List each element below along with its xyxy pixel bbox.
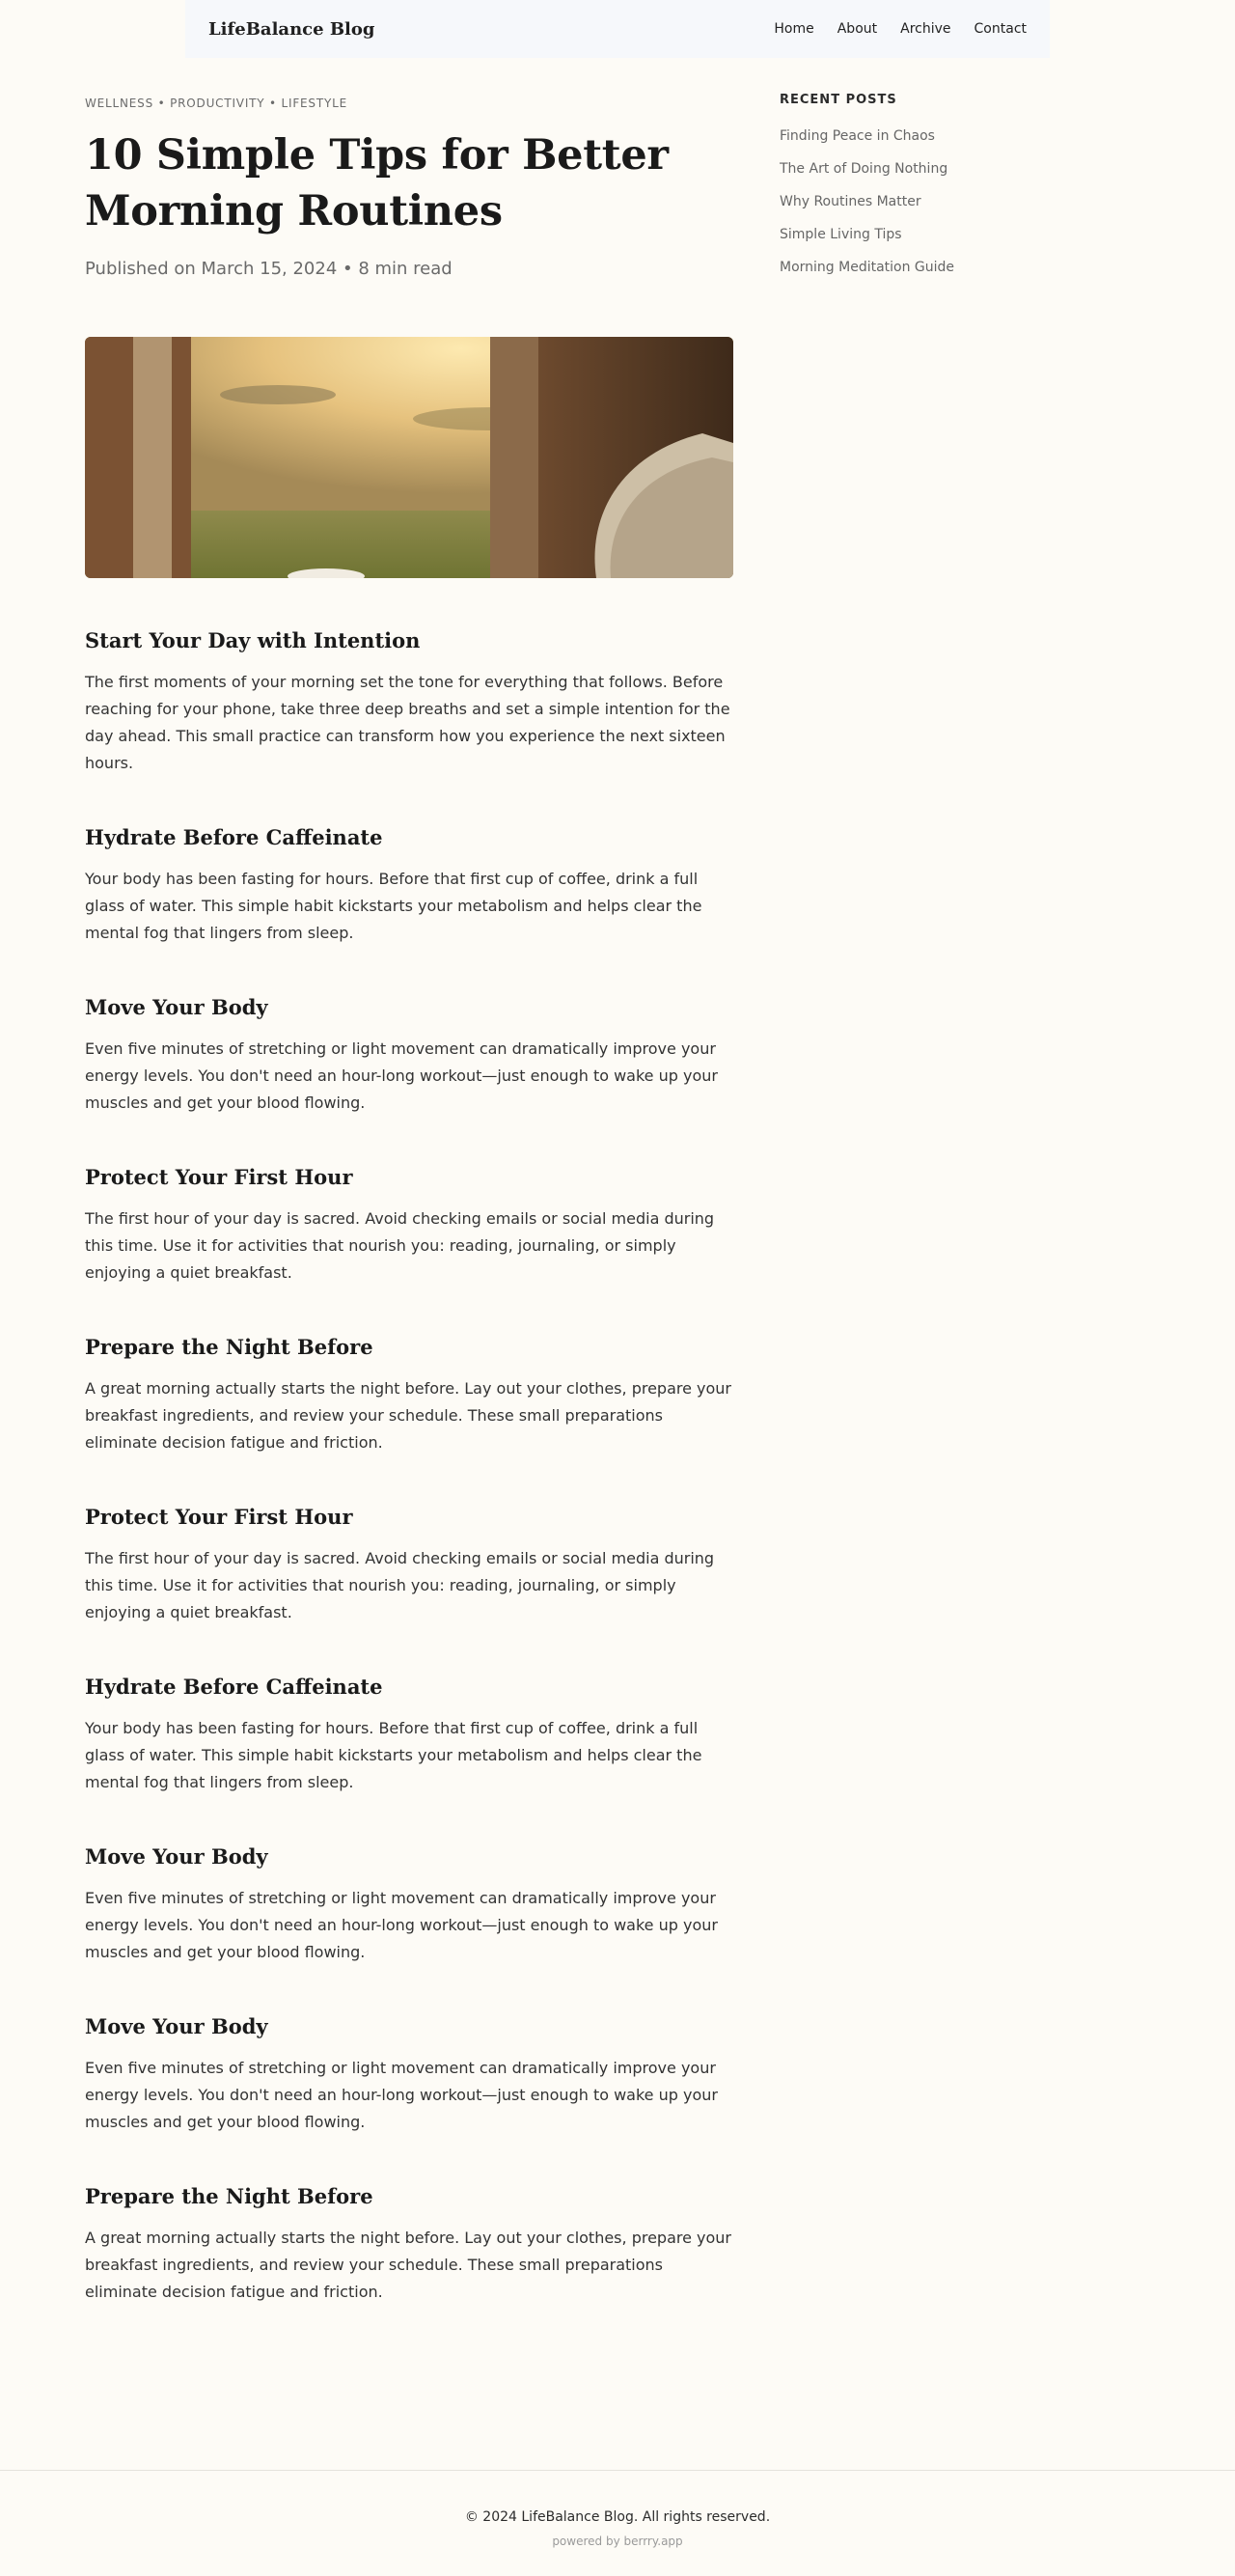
footer-copyright: © 2024 LifeBalance Blog. All rights reserved. [464, 2509, 771, 2525]
article-section [85, 2182, 733, 2306]
section-heading: Prepare the Night Before [85, 2184, 373, 2208]
article-section [85, 1842, 733, 1966]
section-heading: Hydrate Before Caffeinate [85, 825, 383, 849]
section-heading: Protect Your First Hour [85, 1165, 353, 1189]
site-brand[interactable]: LifeBalance Blog [208, 18, 375, 40]
section-heading: Move Your Body [85, 1844, 268, 1869]
article-section [85, 1673, 733, 1796]
nav-about-link[interactable]: About [837, 21, 878, 37]
article-section [85, 993, 733, 1117]
section-body: Even five minutes of stretching or light movement can dramatically improve your energy levels. You don't need an hour-long workout—just enough to wake up your muscles and get your blood flowing. [85, 1039, 718, 1112]
article-section [85, 823, 733, 947]
article-section [85, 1333, 733, 1456]
section-body: A great morning actually starts the night before. Lay out your clothes, prepare your breakfast ingredients, and review your schedule. These small preparations eliminate decision fatigue and friction. [85, 2229, 732, 2301]
footer-powered-by[interactable]: powered by berrry.app [552, 2534, 683, 2548]
section-heading: Move Your Body [85, 2014, 268, 2038]
sidebar-heading: RECENT POSTS [780, 93, 897, 107]
recent-post-link[interactable]: Simple Living Tips [780, 227, 902, 242]
section-body: The first hour of your day is sacred. Avoid checking emails or social media during this time. Use it for activities that nourish you: reading, journaling, or simply enjoying a quiet breakfast. [85, 1549, 715, 1621]
section-body: The first moments of your morning set the tone for everything that follows. Before reaching for your phone, take three deep breaths and set a simple intention for the day ahead. This small practice can transform how you experience the next sixteen hours. [85, 673, 730, 772]
sidebar-recent-posts [780, 93, 1069, 292]
nav-home-link[interactable]: Home [774, 21, 814, 37]
section-heading: Prepare the Night Before [85, 1335, 373, 1359]
section-body: Your body has been fasting for hours. Before that first cup of coffee, drink a full glass of water. This simple habit kickstarts your metabolism and helps clear the mental fog that lingers from sleep. [85, 1719, 702, 1791]
article-section [85, 1503, 733, 1626]
article-section [85, 626, 733, 777]
recent-post-link[interactable]: Why Routines Matter [780, 194, 921, 209]
article-categories: WELLNESS • PRODUCTIVITY • LIFESTYLE [85, 97, 347, 110]
article-section [85, 1163, 733, 1287]
recent-post-link[interactable]: The Art of Doing Nothing [780, 161, 948, 177]
section-body: The first hour of your day is sacred. Avoid checking emails or social media during this time. Use it for activities that nourish you: reading, journaling, or simply enjoying a quiet breakfast. [85, 1209, 715, 1282]
section-heading: Hydrate Before Caffeinate [85, 1675, 383, 1699]
hero-morning-window-illustration [85, 337, 733, 578]
recent-post-link[interactable]: Finding Peace in Chaos [780, 128, 935, 144]
section-heading: Start Your Day with Intention [85, 628, 421, 652]
nav-archive-link[interactable]: Archive [900, 21, 951, 37]
article-sections [85, 626, 733, 2306]
section-heading: Protect Your First Hour [85, 1505, 353, 1529]
main-nav [774, 21, 1027, 37]
site-footer [0, 2470, 1235, 2576]
section-body: Your body has been fasting for hours. Before that first cup of coffee, drink a full glass of water. This simple habit kickstarts your metabolism and helps clear the mental fog that lingers from sleep. [85, 870, 702, 942]
section-body: Even five minutes of stretching or light movement can dramatically improve your energy levels. You don't need an hour-long workout—just enough to wake up your muscles and get your blood flowing. [85, 1889, 718, 1961]
section-heading: Move Your Body [85, 995, 268, 1019]
article [85, 97, 733, 2352]
recent-posts-list [780, 128, 1069, 275]
hero-image [85, 337, 733, 578]
site-header [185, 0, 1050, 58]
article-title: 10 Simple Tips for Better Morning Routines [85, 131, 669, 235]
article-section [85, 2012, 733, 2136]
article-published: Published on March 15, 2024 • 8 min read [85, 259, 453, 279]
nav-contact-link[interactable]: Contact [974, 21, 1027, 37]
section-body: Even five minutes of stretching or light movement can dramatically improve your energy levels. You don't need an hour-long workout—just enough to wake up your muscles and get your blood flowing. [85, 2059, 718, 2131]
section-body: A great morning actually starts the night before. Lay out your clothes, prepare your breakfast ingredients, and review your schedule. These small preparations eliminate decision fatigue and friction. [85, 1379, 732, 1452]
recent-post-link[interactable]: Morning Meditation Guide [780, 260, 955, 275]
